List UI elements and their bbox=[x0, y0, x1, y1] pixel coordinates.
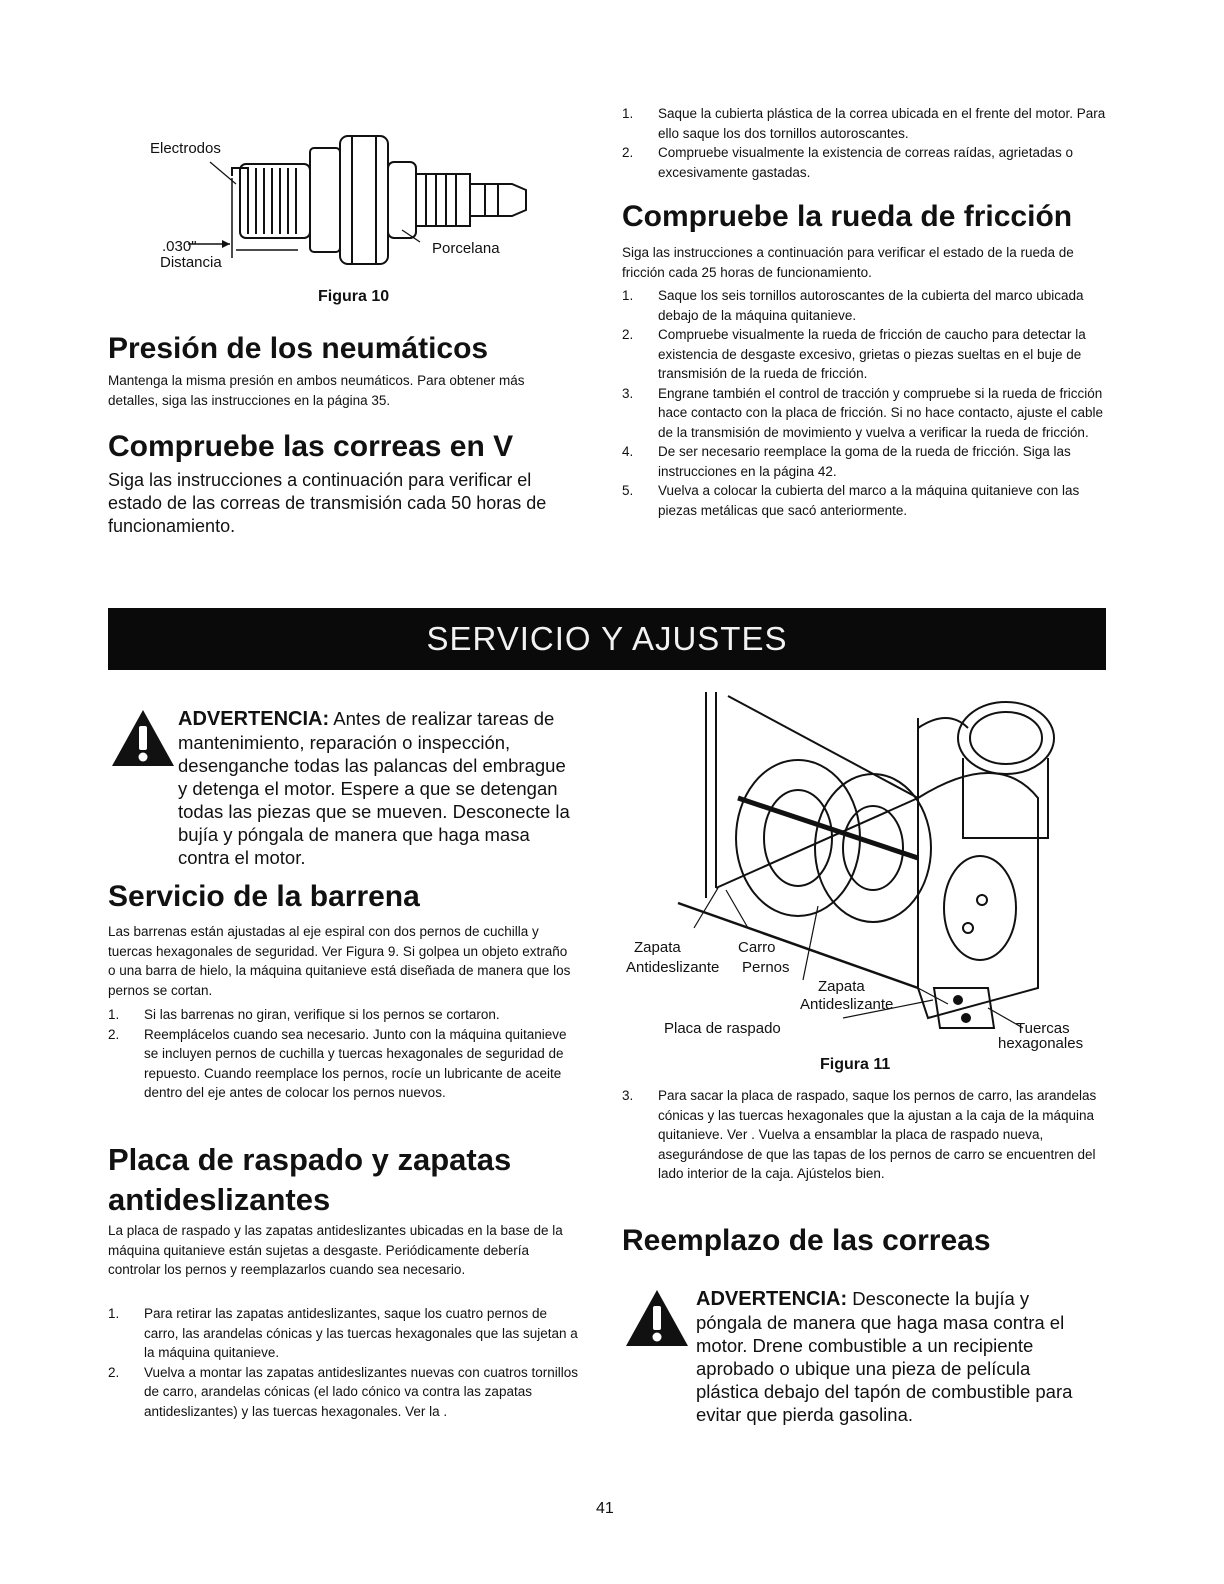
list-item: 4. De ser necesario reemplace la goma de la rueda de fricción. Siga las instrucciones en la página 42. bbox=[622, 444, 1071, 479]
friction-wheel-steps bbox=[622, 286, 1106, 520]
list-item: 2. Reemplácelos cuando sea necesario. Junto con la máquina quitanieve se incluyen pernos de cuchilla y tuercas hexagonales de seguridad de repuesto. Cuando reemplace los pernos, rocíe un lubricante de aceite dentro del eje antes de colocar los pernos nuevos. bbox=[108, 1026, 567, 1100]
list-item: 1. Saque la cubierta plástica de la correa ubicada en el frente del motor. Para ello saque los dos tornillos autoroscantes. bbox=[622, 106, 1106, 141]
scraper-step-3 bbox=[622, 1086, 1106, 1184]
scraper-title bbox=[108, 1140, 511, 1220]
auger-service-title: Servicio de la barrena bbox=[108, 880, 420, 913]
figure-10-caption: Figura 10 bbox=[318, 288, 390, 305]
v-belts-text: Siga las instrucciones a continuación para verificar el estado de las correas de transmisión cada 50 horas de funcionamiento. bbox=[108, 470, 547, 536]
list-item: 1. Si las barrenas no giran, verifique si los pernos se cortaron. bbox=[108, 1007, 500, 1022]
friction-wheel-title: Compruebe la rueda de fricción bbox=[622, 200, 1073, 233]
scraper-title-line2: antideslizantes bbox=[108, 1182, 331, 1217]
gap-value-label: .030" bbox=[162, 238, 197, 255]
list-item: 2. Compruebe visualmente la existencia de correas raídas, agrietadas o excesivamente gastadas. bbox=[622, 145, 1073, 180]
label-antideslizante: Antideslizante bbox=[626, 959, 720, 976]
tire-pressure-text: Mantenga la misma presión en ambos neumáticos. Para obtener más detalles, siga las instrucciones en la página 35. bbox=[108, 373, 525, 408]
scraper-title-line1: Placa de raspado y zapatas bbox=[108, 1142, 512, 1177]
list-item: 5. Vuelva a colocar la cubierta del marco a la máquina quitanieve con las piezas metálicas que sacó anteriormente. bbox=[622, 483, 1080, 518]
list-item: 2. Compruebe visualmente la rueda de fricción de caucho para detectar la existencia de desgaste excesivo, grietas o piezas sueltas en el buje de transmisión de la rueda de fricción. bbox=[622, 327, 1086, 381]
gap-distance-label: Distancia bbox=[160, 254, 222, 271]
warning-2-text: Desconecte la bujía y póngala de manera que haga masa contra el motor. Drene combustible a un recipiente aprobado o ubique una pieza de película plástica debajo del tapón de combustible para evitar que pierda gasolina. bbox=[696, 1288, 1073, 1425]
label-antideslizante-2: Antideslizante bbox=[800, 996, 894, 1013]
list-item: 1. Para retirar las zapatas antideslizantes, saque los cuatro pernos de carro, las arandelas cónicas y las tuercas hexagonales que las sujetan a la máquina quitanieve. bbox=[108, 1306, 578, 1360]
page-number: 41 bbox=[596, 1500, 614, 1517]
label-placa-raspado: Placa de raspado bbox=[664, 1020, 781, 1037]
list-item: 1. Saque los seis tornillos autoroscantes de la cubierta del marco ubicada debajo de la máquina quitanieve. bbox=[622, 288, 1084, 323]
label-zapata-2: Zapata bbox=[818, 978, 865, 995]
section-banner: SERVICIO Y AJUSTES bbox=[108, 608, 1106, 670]
warning-1-label: ADVERTENCIA: bbox=[178, 708, 330, 730]
tire-pressure-title: Presión de los neumáticos bbox=[108, 332, 489, 365]
label-zapata: Zapata bbox=[634, 939, 681, 956]
list-item: 3. Para sacar la placa de raspado, saque los pernos de carro, las arandelas cónicas y las tuercas hexagonales que la ajustan a la caja de la máquina quitanieve. Ver . Vuelva a ensamblar la placa de raspado nueva, asegurándose de que las tapas de los pernos de carro se encuentren del lado interior de la caja. Ajústelos bien. bbox=[622, 1088, 1097, 1181]
label-pernos: Pernos bbox=[742, 959, 790, 976]
figure-10 bbox=[140, 118, 560, 308]
porcelain-label: Porcelana bbox=[432, 240, 500, 257]
belt-replacement-title: Reemplazo de las correas bbox=[622, 1224, 991, 1257]
scraper-steps bbox=[108, 1304, 578, 1421]
auger-service-intro: Las barrenas están ajustadas al eje espiral con dos pernos de cuchilla y tuercas hexagonales de seguridad. Ver Figura 9. Si golpea un objeto extraño o una barra de hielo, la máquina quitanieve está diseñada de manera que los pernos se cortan. bbox=[108, 924, 571, 998]
warning-triangle-icon bbox=[624, 1288, 690, 1348]
friction-wheel-intro: Siga las instrucciones a continuación para verificar el estado de la rueda de fricción cada 25 horas de funcionamiento. bbox=[622, 245, 1074, 280]
warning-2-label: ADVERTENCIA: bbox=[696, 1288, 848, 1310]
warning-2 bbox=[696, 1287, 1096, 1426]
list-item: 3. Engrane también el control de tracción y compruebe si la rueda de fricción hace contacto con la placa de fricción. Si no hace contacto, ajuste el cable de la transmisión de movimiento y vuelva a verificar la rueda de fricción. bbox=[622, 385, 1104, 440]
list-item: 2. Vuelva a montar las zapatas antideslizantes nuevas con cuatros tornillos de carro, arandelas cónicas (el lado cónico va contra las zapatas antideslizantes) y las tuercas hexagonales. Ver la . bbox=[108, 1364, 578, 1419]
figure-11-caption: Figura 11 bbox=[820, 1056, 891, 1073]
label-tuercas: Tuercas bbox=[1016, 1020, 1070, 1037]
scraper-intro: La placa de raspado y las zapatas antideslizantes ubicadas en la base de la máquina quitanieve están sujetas a desgaste. Periódicamente debería controlar los pernos y reemplazarlos cuando sea necesario. bbox=[108, 1223, 563, 1277]
warning-1 bbox=[178, 707, 578, 869]
label-carro: Carro bbox=[738, 939, 776, 956]
auger-service-steps bbox=[108, 1005, 570, 1103]
warning-triangle-icon bbox=[110, 708, 176, 768]
warning-1-text: Antes de realizar tareas de mantenimiento, reparación o inspección, desenganche todas las palancas del embrague y detenga el motor. Espere a que se detengan todas las piezas que se mueven. Desconecte la bujía y póngala de manera que haga masa contra el motor. bbox=[178, 708, 570, 868]
v-belts-title: Compruebe las correas en V bbox=[108, 430, 514, 463]
electrodes-label: Electrodos bbox=[150, 140, 221, 157]
label-hexagonales: hexagonales bbox=[998, 1035, 1084, 1052]
figure-11 bbox=[618, 688, 1104, 1088]
belt-check-steps bbox=[622, 104, 1114, 182]
